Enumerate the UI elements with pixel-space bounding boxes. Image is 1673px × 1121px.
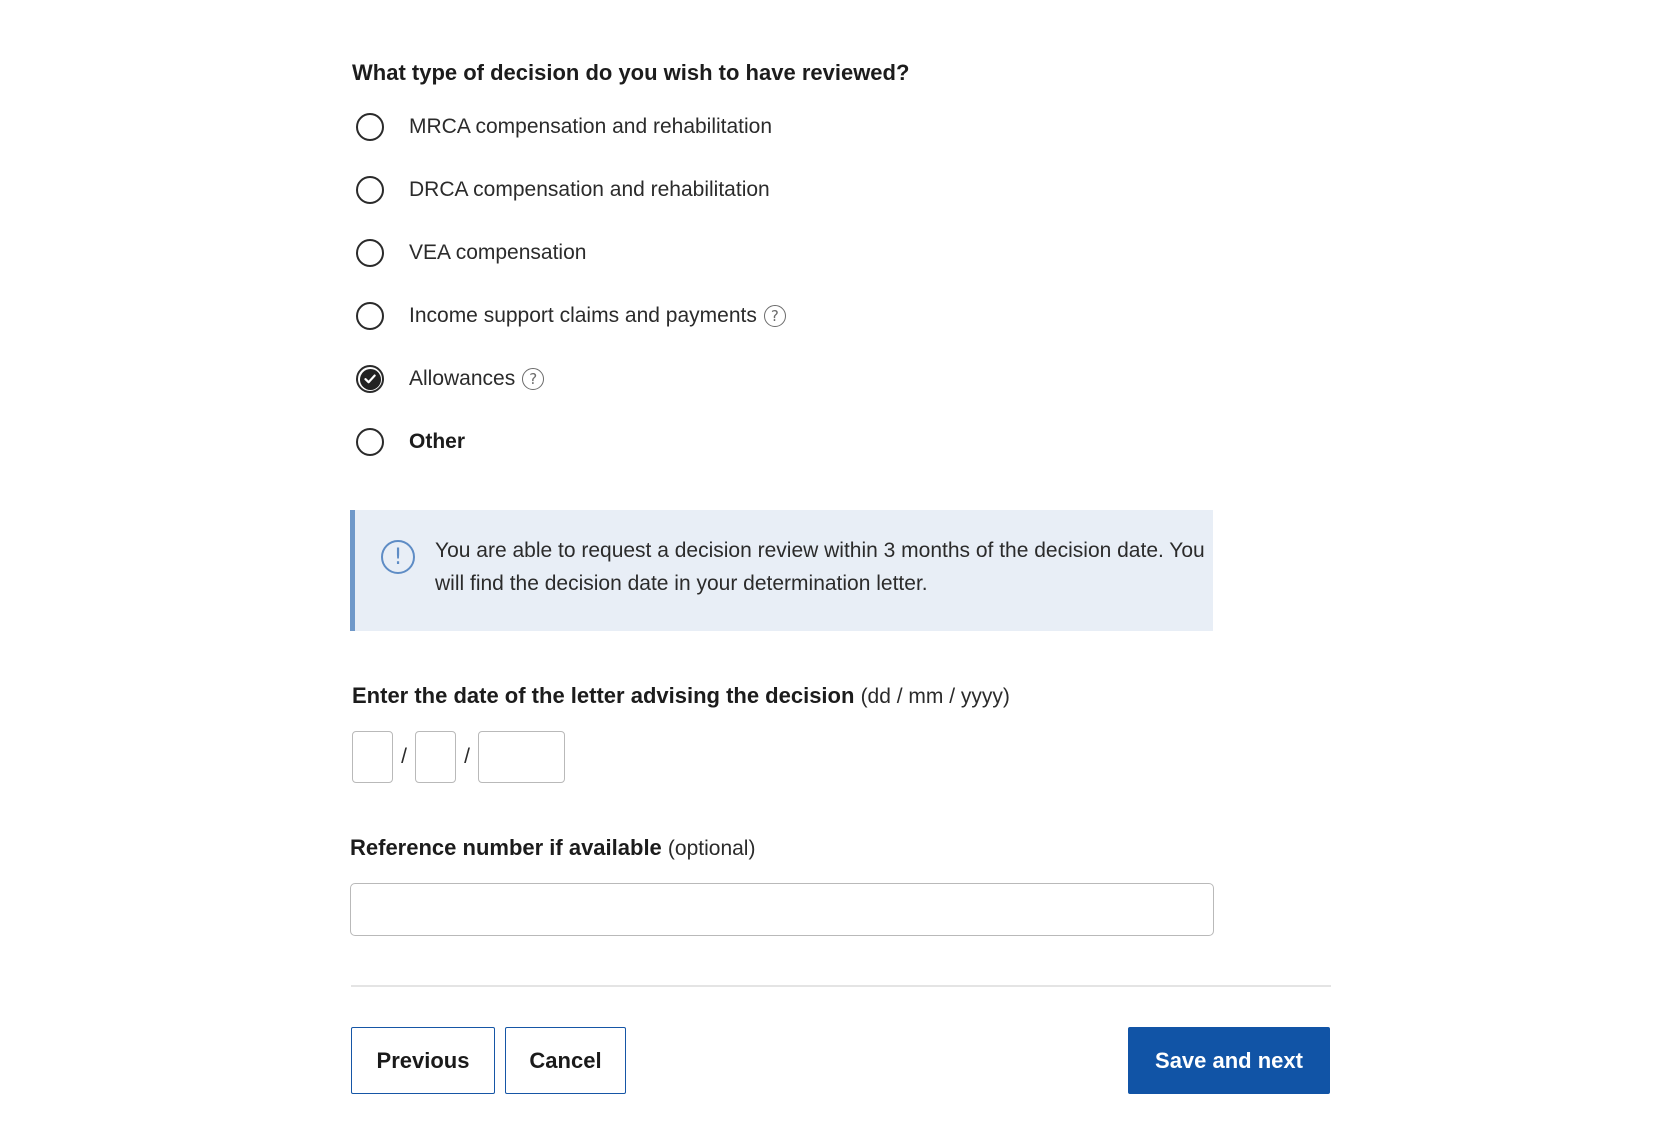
radio-label — [409, 362, 544, 396]
reference-optional-hint: (optional) — [667, 837, 756, 860]
radio-option-drca[interactable] — [356, 173, 786, 236]
checkmark-glyph — [363, 372, 377, 386]
cancel-button[interactable]: Cancel — [505, 1027, 626, 1094]
radio-option-allowances[interactable] — [356, 362, 786, 425]
radio-unchecked-icon[interactable] — [356, 239, 384, 267]
radio-label — [409, 110, 772, 144]
checkmark-icon — [360, 369, 381, 390]
decision-date-label — [352, 683, 1010, 709]
radio-option-mrca[interactable] — [356, 110, 786, 173]
decision-date-fields — [352, 731, 565, 783]
reference-number-label — [350, 835, 755, 861]
date-separator: / — [401, 745, 407, 768]
radio-unchecked-icon[interactable] — [356, 428, 384, 456]
date-day-input[interactable] — [352, 731, 393, 783]
radio-label — [409, 299, 786, 333]
info-exclamation-icon: ! — [381, 540, 415, 574]
decision-date-format-hint: (dd / mm / yyyy) — [860, 685, 1010, 708]
radio-label-text: MRCA compensation and rehabilitation — [409, 115, 773, 138]
radio-label — [409, 236, 586, 270]
info-callout-text: You are able to request a decision review within 3 months of the decision date. You will find the decision date in your determination letter. — [435, 539, 1205, 595]
reference-number-label-text: Reference number if available — [350, 835, 662, 860]
decision-type-question: What type of decision do you wish to have reviewed? — [352, 60, 910, 85]
radio-option-vea[interactable] — [356, 236, 786, 299]
radio-unchecked-icon[interactable] — [356, 113, 384, 141]
radio-unchecked-icon[interactable] — [356, 302, 384, 330]
radio-checked-icon[interactable] — [356, 365, 384, 393]
radio-label — [409, 173, 770, 207]
form-divider — [351, 985, 1331, 987]
radio-label-text: Allowances — [409, 367, 516, 390]
radio-label-text: Income support claims and payments — [409, 304, 757, 327]
date-separator: / — [464, 745, 470, 768]
decision-type-radio-group — [356, 110, 786, 488]
radio-label-text: Other — [409, 430, 466, 453]
date-month-input[interactable] — [415, 731, 456, 783]
decision-date-label-text: Enter the date of the letter advising the decision — [352, 683, 855, 708]
radio-option-income-support[interactable] — [356, 299, 786, 362]
radio-label-text: VEA compensation — [409, 241, 587, 264]
radio-label — [409, 425, 465, 459]
question-mark-icon[interactable]: ? — [522, 368, 544, 390]
radio-unchecked-icon[interactable] — [356, 176, 384, 204]
question-mark-icon[interactable]: ? — [764, 305, 786, 327]
previous-button[interactable]: Previous — [351, 1027, 495, 1094]
save-and-next-button[interactable]: Save and next — [1128, 1027, 1330, 1094]
radio-label-text: DRCA compensation and rehabilitation — [409, 178, 770, 201]
info-callout — [350, 510, 1213, 631]
radio-option-other[interactable] — [356, 425, 786, 488]
reference-number-input[interactable] — [350, 883, 1214, 936]
date-year-input[interactable] — [478, 731, 565, 783]
